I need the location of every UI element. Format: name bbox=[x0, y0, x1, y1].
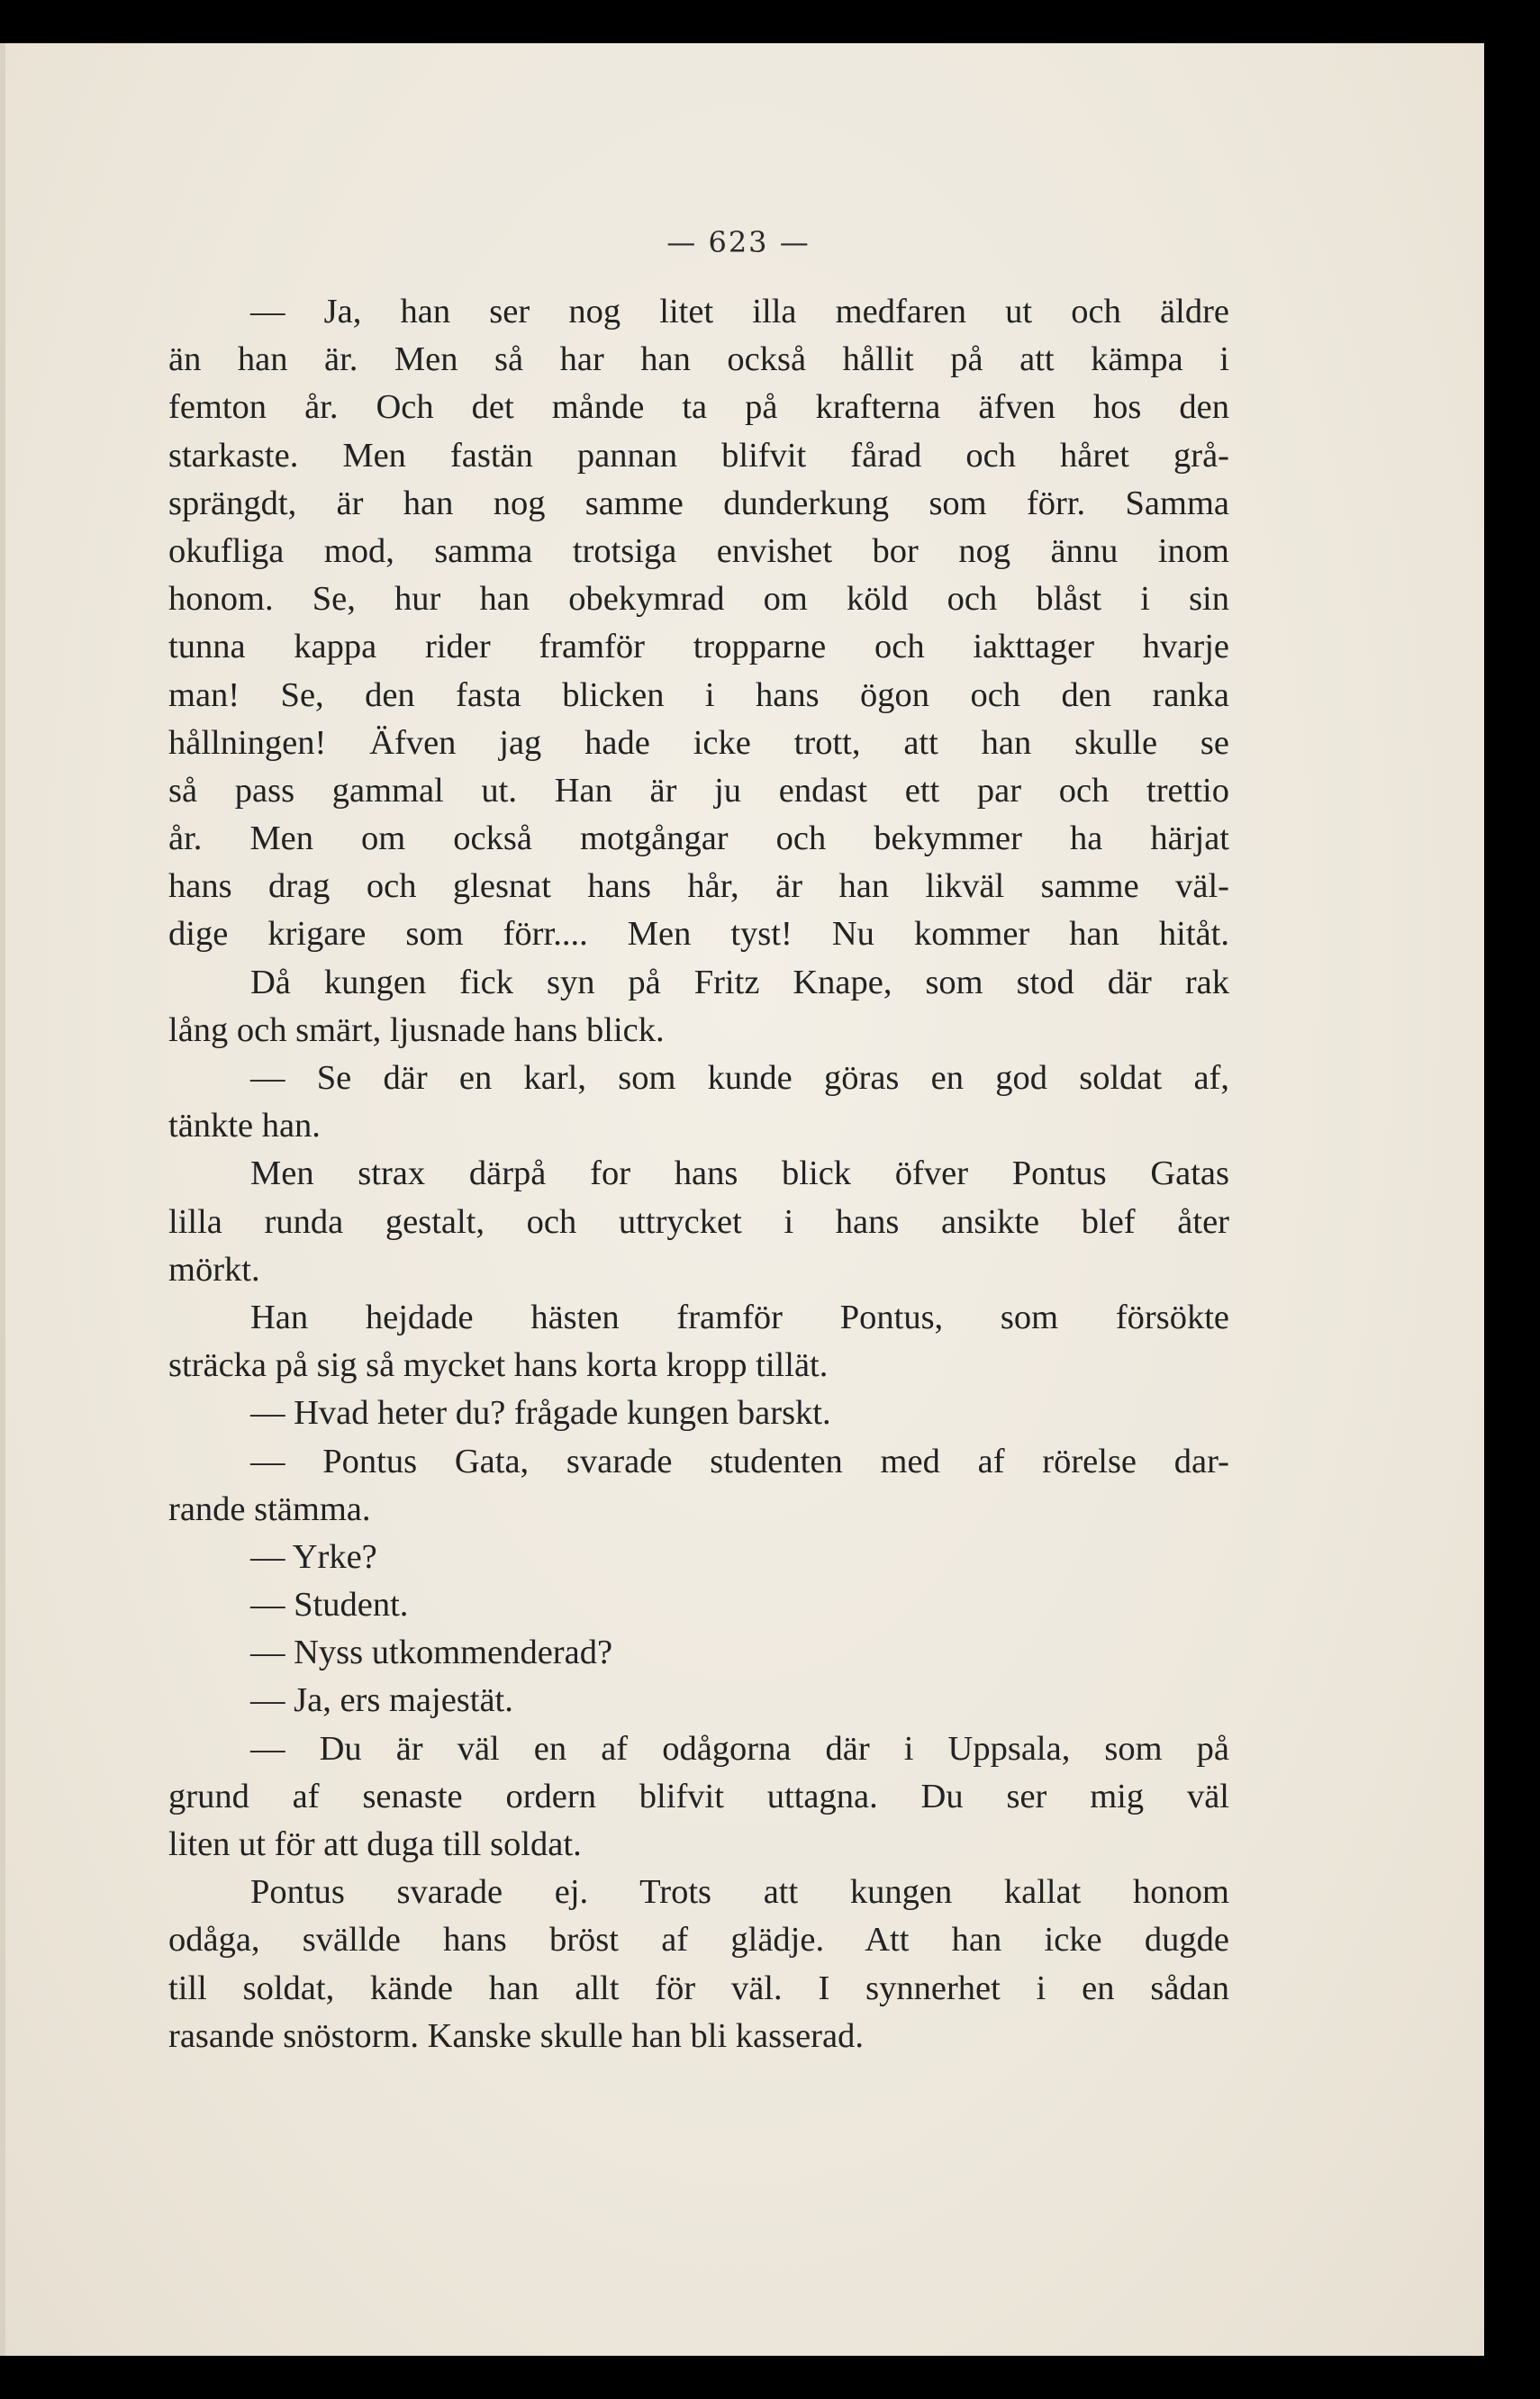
text-line: grund af senaste ordern blifvit uttagna. Du ser mig väl bbox=[168, 1777, 1229, 1815]
text-line: tänkte han. bbox=[168, 1107, 321, 1145]
text-line: Då kungen fick syn på Fritz Knape, som stod där rak bbox=[250, 963, 1229, 1001]
text-line: honom. Se, hur han obekymrad om köld och blåst i sin bbox=[168, 580, 1229, 619]
text-line: lång och smärt, ljusnade hans blick. bbox=[168, 1010, 665, 1049]
text-line: — Student. bbox=[250, 1586, 409, 1625]
page-number-header: — 623 — bbox=[666, 225, 811, 259]
text-line: femton år. Och det månde ta på krafterna äfven hos den bbox=[168, 388, 1229, 427]
text-line: — Ja, ers majestät. bbox=[250, 1681, 513, 1720]
text-line: så pass gammal ut. Han är ju endast ett par och trettio bbox=[168, 771, 1229, 810]
text-line: hans drag och glesnat hans hår, är han likväl samme väl- bbox=[168, 867, 1229, 906]
text-line: till soldat, kände han allt för väl. I synnerhet i en sådan bbox=[168, 1969, 1229, 2007]
text-line: — Ja, han ser nog litet illa medfaren ut och äldre bbox=[250, 293, 1229, 330]
page-left-edge bbox=[0, 43, 5, 2356]
text-line: — Yrke? bbox=[250, 1537, 377, 1576]
text-line: rande stämma. bbox=[168, 1489, 371, 1528]
text-line: hållningen! Äfven jag hade icke trott, att han skulle se bbox=[168, 723, 1229, 762]
text-line: tunna kappa rider framför tropparne och iakttager hvarje bbox=[168, 628, 1229, 666]
body-text bbox=[168, 288, 1229, 2060]
text-line: än han är. Men så har han också hållit på att kämpa i bbox=[168, 340, 1229, 379]
text-line: okufliga mod, samma trotsiga envishet bor nog ännu inom bbox=[168, 531, 1229, 570]
text-line: starkaste. Men fastän pannan blifvit fårad och håret grå- bbox=[168, 436, 1229, 475]
text-line: odåga, svällde hans bröst af glädje. Att han icke dugde bbox=[168, 1921, 1229, 1960]
text-line: sprängdt, är han nog samme dunderkung som förr. Samma bbox=[168, 484, 1229, 522]
text-line: sträcka på sig så mycket hans korta kropp tillät. bbox=[168, 1346, 829, 1385]
text-line: mörkt. bbox=[168, 1250, 260, 1289]
text-line: — Hvad heter du? frågade kungen barskt. bbox=[250, 1394, 831, 1433]
text-line: — Du är väl en af odågorna där i Uppsala, som på bbox=[250, 1729, 1229, 1768]
text-line: — Nyss utkommenderad? bbox=[250, 1634, 613, 1672]
text-line: Men strax därpå for hans blick öfver Pontus Gatas bbox=[250, 1154, 1229, 1193]
text-line: Han hejdade hästen framför Pontus, som försökte bbox=[250, 1298, 1229, 1336]
text-line: år. Men om också motgångar och bekymmer ha härjat bbox=[168, 819, 1229, 858]
text-line: man! Se, den fasta blicken i hans ögon och den ranka bbox=[168, 675, 1229, 714]
text-line: — Se där en karl, som kunde göras en god soldat af, bbox=[250, 1059, 1229, 1097]
text-line: liten ut för att duga till soldat. bbox=[168, 1825, 582, 1863]
text-line: — Pontus Gata, svarade studenten med af rörelse dar- bbox=[250, 1442, 1229, 1480]
text-line: dige krigare som förr.... Men tyst! Nu kommer han hitåt. bbox=[168, 915, 1229, 954]
text-line: rasande snöstorm. Kanske skulle han bli kasserad. bbox=[168, 2016, 864, 2055]
text-line: lilla runda gestalt, och uttrycket i hans ansikte blef åter bbox=[168, 1202, 1229, 1241]
text-line: Pontus svarade ej. Trots att kungen kallat honom bbox=[250, 1873, 1229, 1912]
